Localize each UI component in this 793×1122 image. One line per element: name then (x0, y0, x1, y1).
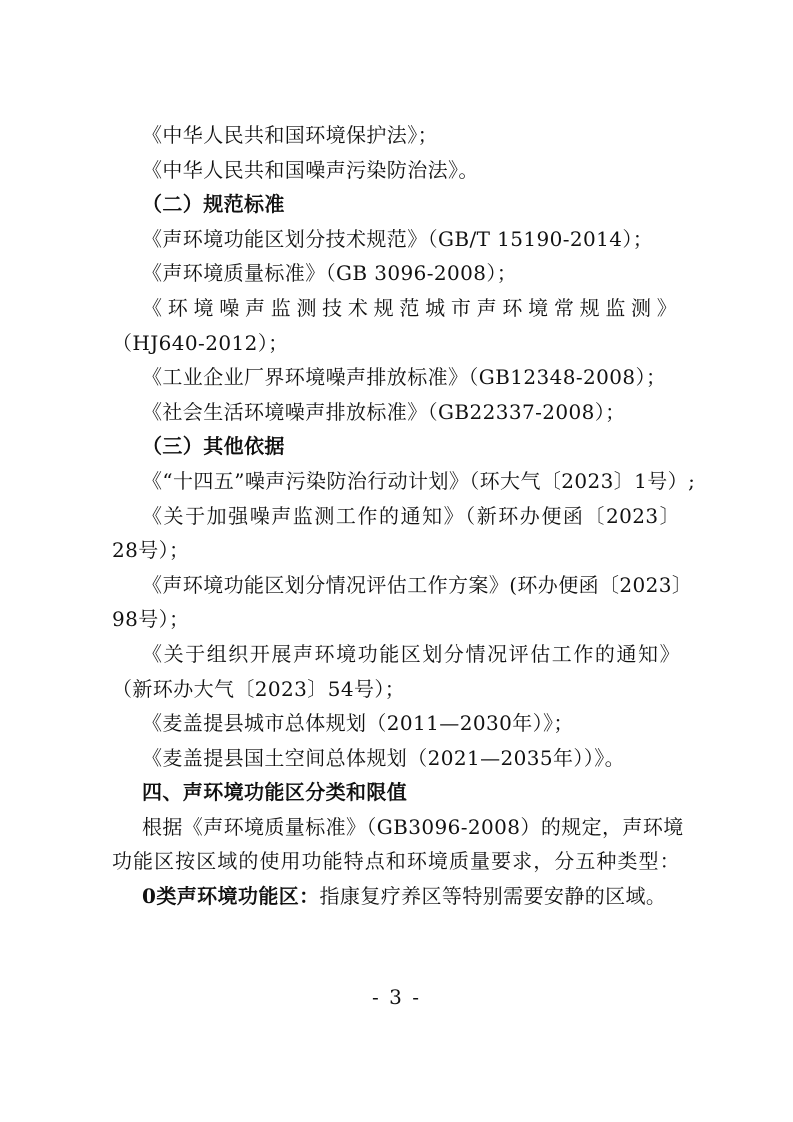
standard-quality: 《声环境质量标准》（GB 3096-2008）； (142, 261, 518, 286)
basis-assessment-plan-cont: 98号）； (112, 607, 190, 632)
standard-industrial-boundary: 《工业企业厂界环境噪声排放标准》（GB12348-2008）； (142, 365, 667, 390)
paragraph-classification-1: 根据《声环境质量标准》（GB3096-2008）的规定，声环境 (142, 814, 684, 839)
basis-assessment-plan: 《声环境功能区划分情况评估工作方案》(环办便函〔2023〕 (142, 572, 693, 597)
basis-action-plan: 《“十四五”噪声污染防治行动计划》（环大气〔2023〕1号）; (142, 468, 696, 493)
basis-monitoring-notice-cont: 28号）； (112, 538, 190, 563)
basis-city-master-plan: 《麦盖提县城市总体规划（2011—2030年）》； (142, 711, 574, 736)
page-content (112, 118, 696, 914)
standard-monitoring-code: （HJ640-2012）； (112, 330, 289, 355)
law-noise-pollution: 《中华人民共和国噪声污染防治法》。 (142, 157, 479, 182)
basis-assessment-notice: 《关于组织开展声环境功能区划分情况评估工作的通知》 (142, 641, 680, 666)
page-number: - 3 - (372, 985, 421, 1009)
basis-assessment-notice-cont: （新环办大气〔2023〕54号）； (112, 676, 406, 701)
standard-zoning-spec: 《声环境功能区划分技术规范》（GB/T 15190-2014）； (142, 226, 654, 251)
standard-social-life: 《社会生活环境噪声排放标准》（GB22337-2008）； (142, 399, 626, 424)
section-heading-standards: （二）规范标准 (142, 192, 285, 217)
basis-territorial-plan: 《麦盖提县国土空间总体规划（2021—2035年））》。 (142, 745, 625, 770)
class-0-definition (112, 879, 680, 914)
basis-monitoring-notice: 《关于加强噪声监测工作的通知》（新环办便函〔2023〕 (142, 503, 680, 528)
chapter-heading-classification: 四、声环境功能区分类和限值 (142, 780, 408, 805)
standard-monitoring-spec: 《环境噪声监测技术规范城市声环境常规监测》 (142, 295, 680, 320)
law-environmental-protection: 《中华人民共和国环境保护法》； (142, 123, 438, 147)
class-0-label: 0类声环境功能区： (142, 884, 320, 909)
class-0-text: 指康复疗养区等特别需要安静的区域。 (319, 884, 667, 909)
paragraph-classification-2: 功能区按区域的使用功能特点和环境质量要求，分五种类型： (112, 849, 680, 874)
section-heading-other-basis: （三）其他依据 (142, 434, 285, 459)
